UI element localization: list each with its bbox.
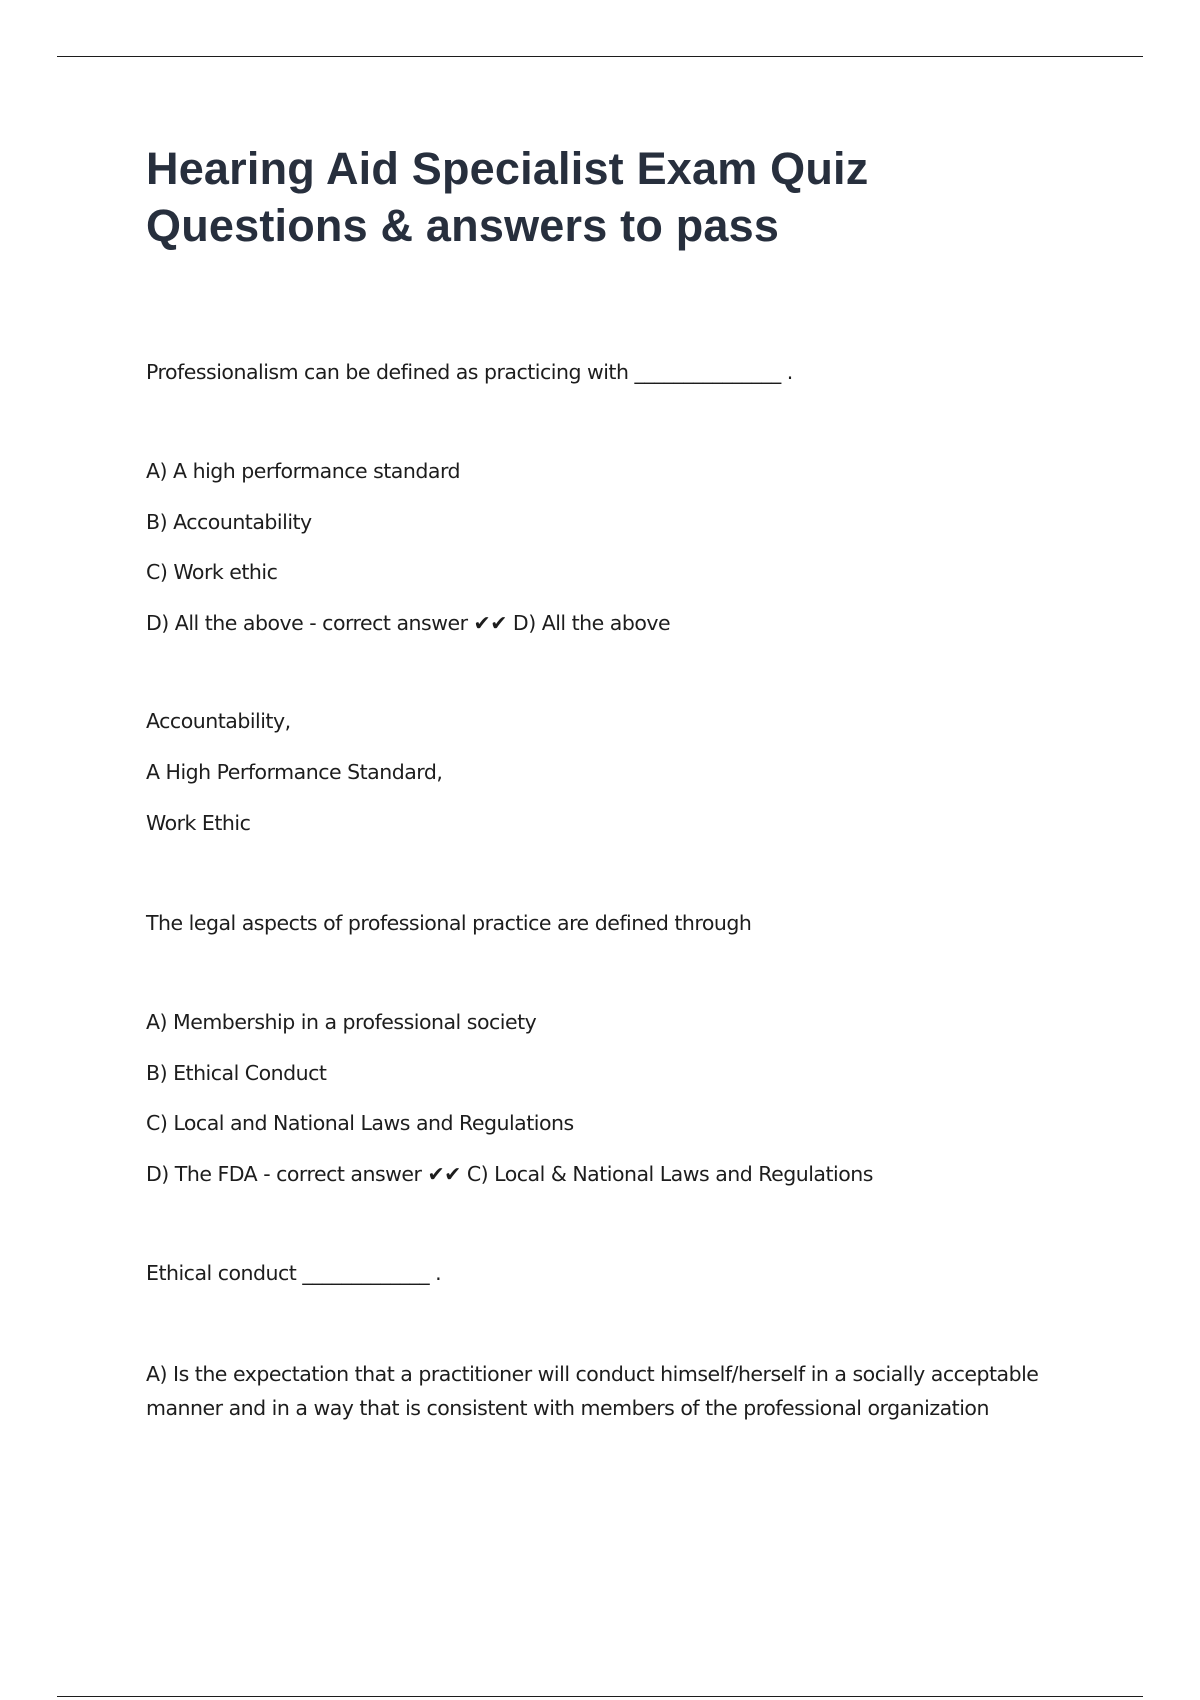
question-1-note-1: Accountability, — [146, 709, 291, 733]
question-1-note-2: A High Performance Standard, — [146, 760, 443, 784]
title-line-1: Hearing Aid Specialist Exam Quiz — [146, 143, 869, 194]
bottom-rule — [57, 1696, 1143, 1697]
question-3-prompt: Ethical conduct _____________ . — [146, 1261, 442, 1285]
top-rule — [57, 56, 1143, 57]
question-1-prompt: Professionalism can be defined as practicing with _______________ . — [146, 360, 793, 384]
question-1-option-b: B) Accountability — [146, 510, 312, 534]
question-2-option-b: B) Ethical Conduct — [146, 1061, 327, 1085]
document-header — [146, 140, 1066, 254]
document-title — [146, 140, 1066, 254]
question-2-option-c: C) Local and National Laws and Regulations — [146, 1111, 574, 1135]
question-1-option-c: C) Work ethic — [146, 560, 278, 584]
question-2-prompt: The legal aspects of professional practice are defined through — [146, 911, 752, 935]
question-2-option-d: D) The FDA - correct answer ✔✔ C) Local & National Laws and Regulations — [146, 1162, 873, 1186]
title-line-2: Questions & answers to pass — [146, 200, 780, 251]
question-1-option-d: D) All the above - correct answer ✔✔ D) All the above — [146, 611, 671, 635]
question-3-option-a: A) Is the expectation that a practitioner will conduct himself/herself in a socially acceptable manner and in a way that is consistent with members of the professional organization — [146, 1362, 1039, 1420]
question-2-option-a: A) Membership in a professional society — [146, 1010, 537, 1034]
question-1-option-a: A) A high performance standard — [146, 459, 461, 483]
question-1-note-3: Work Ethic — [146, 811, 251, 835]
